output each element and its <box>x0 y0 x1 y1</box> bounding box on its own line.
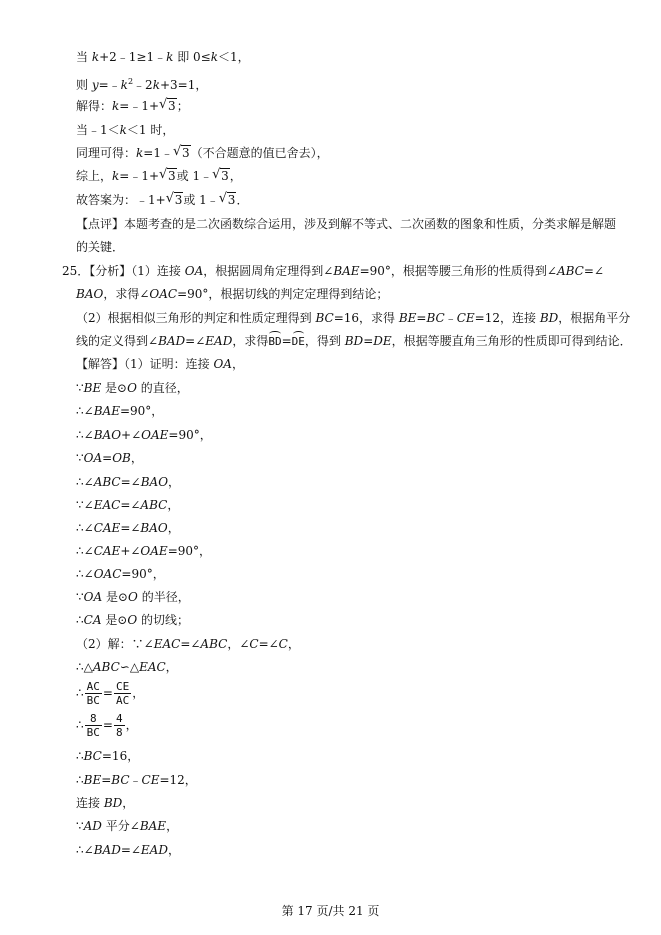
text-line: 故答案为：﹣1+√ 3或 1﹣√ 3． <box>76 192 248 208</box>
text-line: ∴∠BAE=90°， <box>76 404 164 418</box>
text-line: 线的定义得到∠BAD=∠EAD，求得BD=DE，得到 BD=DE，根据等腰直角三角形的性质即可得到结论． <box>76 334 632 348</box>
text-line: ∵OA 是⊙O 的半径， <box>76 590 190 604</box>
text-line: ∴∠BAD=∠EAD， <box>76 843 180 857</box>
text-line: 【点评】本题考查的是二次函数综合运用，涉及到解不等式、二次函数的图象和性质，分类求解是解题 <box>76 217 617 231</box>
text-line: ∵BE 是⊙O 的直径， <box>76 381 189 395</box>
text-line: ∴CA 是⊙O 的切线； <box>76 613 190 627</box>
text-line: 连接 BD， <box>76 796 135 810</box>
fraction: $\frac{8}{BC}$ <box>86 712 100 739</box>
text-line: ∴∠ABC=∠BAO， <box>76 475 181 489</box>
text-line: ∵AD 平分∠BAE， <box>76 819 179 833</box>
text-line: ∴∠CAE=∠BAO， <box>76 521 180 535</box>
sqrt: √ 3 <box>159 98 177 114</box>
text-line: 当 k+2﹣1≥1﹣k 即 0≤k＜1， <box>76 50 250 64</box>
text-line: （2）解：∵∠EAC=∠ABC，∠C=∠C， <box>76 637 300 651</box>
arc-notation: BD <box>268 335 282 348</box>
text-line: 则 $y=﹣k^2﹣2k+3=1$， <box>76 77 208 92</box>
text-line: 解得：k=﹣1+√ 3； <box>76 98 189 114</box>
sqrt: √ 3 <box>212 168 230 184</box>
sqrt: √ 3 <box>166 192 184 208</box>
page-footer: 第 17 页/共 21 页 <box>281 904 380 918</box>
text-line: 当﹣1＜k＜1 时， <box>76 123 175 137</box>
text-line: BAO，求得∠OAC=90°，根据切线的判定定理得到结论； <box>76 287 389 301</box>
text-line: 综上，k=﹣1+√ 3或 1﹣√ 3， <box>76 168 242 184</box>
fraction: $\frac{CE}{AC}$ <box>115 680 130 707</box>
text-line: ∴∠OAC=90°， <box>76 567 165 581</box>
text-line: 【解答】（1）证明：连接 OA， <box>76 357 244 371</box>
text-line: ∵∠EAC=∠ABC， <box>76 498 180 512</box>
arc-notation: DE <box>291 335 305 348</box>
text-line: （2）根据相似三角形的判定和性质定理得到 BC=16，求得 BE=BC﹣CE=12，连接 BD，根据角平分 <box>76 311 631 325</box>
sqrt: √ 3 <box>159 168 177 184</box>
fraction-line: ∴ $\frac{AC}{BC}$ = $\frac{CE}{AC}$ ， <box>76 680 145 707</box>
text-line: 的关键． <box>76 240 125 254</box>
text-line: ∴∠CAE+∠OAE=90°， <box>76 544 212 558</box>
text-line: ∴△ABC∽△EAC， <box>76 660 178 674</box>
sqrt: √ 3 <box>173 145 191 161</box>
text-line: ∴∠BAO+∠OAE=90°， <box>76 428 212 442</box>
text-line: ∴BE=BC﹣CE=12， <box>76 773 197 787</box>
text-line: 25．【分析】（1）连接 OA，根据圆周角定理得到∠BAE=90°，根据等腰三角形的性质得到∠ABC=∠ <box>62 264 604 278</box>
fraction-line: ∴ $\frac{8}{BC}$ = $\frac{4}{8}$ ， <box>76 712 138 739</box>
text-line: ∴BC=16， <box>76 749 140 763</box>
sqrt: √ 3 <box>219 192 237 208</box>
fraction: $\frac{AC}{BC}$ <box>86 680 100 707</box>
fraction: $\frac{4}{8}$ <box>115 712 123 739</box>
text-line: ∵OA=OB， <box>76 451 143 465</box>
text-line: 同理可得：k=1﹣√ 3（不合题意的值已舍去）， <box>76 145 329 161</box>
